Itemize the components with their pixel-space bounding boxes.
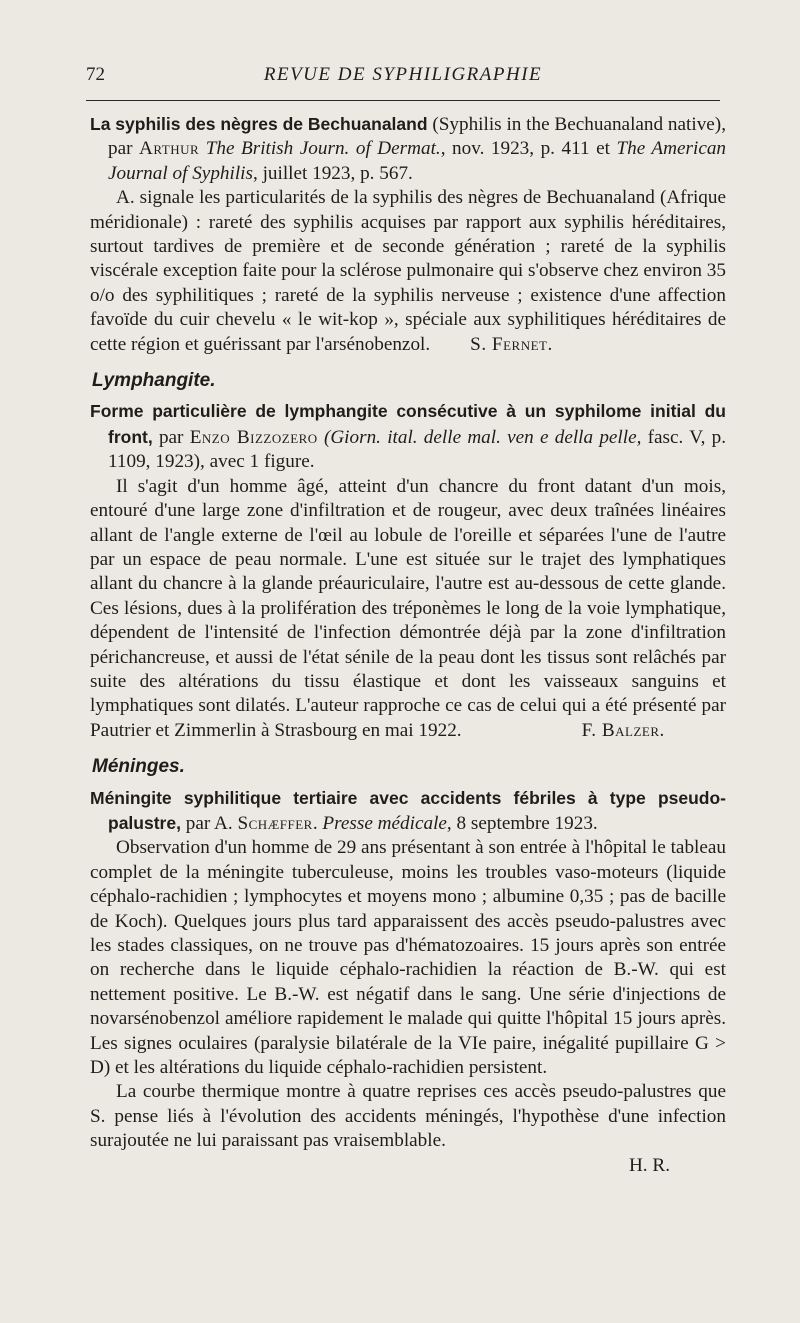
page-number: 72 — [86, 64, 105, 85]
article-2-title: Forme particulière de lymphangite consécutive à un syphilome initial du front, — [90, 401, 726, 447]
article-3-journal: Presse médicale — [322, 812, 447, 834]
article-1-title: La syphilis des nègres de Bechuanaland — [90, 114, 428, 134]
article-2-author: Enzo Bizzozero — [189, 426, 318, 448]
article-1-signature: S. Fernet. — [470, 333, 553, 355]
page-content — [90, 112, 726, 1178]
article-3-author: Schæffer — [237, 812, 313, 834]
article-3-body-1: Observation d'un homme de 29 ans présentant à son entrée à l'hôpital le tableau complet de la méningite tuberculeuse, moins les troubles vaso-moteurs (liquide céphalo-rachidien ; lymphocytes et moyens mono ; albumine 0,35 ; pas de bacille de Koch). Quelques jours plus tard apparaissent des accès pseudo-palustres avec les stades classiques, on ne trouve pas d'hématozoaires. 15 jours après son entrée on recherche dans le liquide céphalo-rachidien la réaction de B.-W. qui est nettement positive. Le B.-W. est négatif dans le sang. Une série d'injections de novarsénobenzol améliore rapidement le malade qui quitte l'hôpital 15 jours après. Les signes oculaires (paralysie bilatérale de la VIe paire, inégalité pupillaire G > D) et les altérations du liquide céphalo-rachidien persistent. — [90, 837, 726, 1079]
section-heading-meninges: Méninges. — [92, 756, 185, 778]
article-1-author: Arthur — [139, 138, 200, 160]
article-3-title: Méningite syphilitique tertiaire avec accidents fébriles à type pseudo-palustre, — [90, 787, 726, 833]
article-2-signature: F. Balzer. — [581, 719, 665, 741]
article-3-signature: H. R. — [628, 1154, 670, 1176]
article-2-body: Il s'agit d'un homme âgé, atteint d'un chancre du front datant d'un mois, entouré d'une large zone d'infiltration et de rougeur, avec deux traînées linéaires allant de l'angle externe de l'œil au lobule de l'oreille et séparées l'une de l'autre par un espace de peau normale. L'une est située sur le trajet des lymphatiques allant du chancre à la glande préauriculaire, l'autre est au-dessous de cette glande. Ces lésions, dues à la prolifération des tréponèmes le long de la voie lymphatique, dépendent de l'intensité de l'infection démontrée déjà par la zone d'infiltration périchancreuse, et aussi de l'état sénile de la peau dont les tissus sont relâchés par suite des altérations du tissu élastique et dont les vaisseaux sanguins et lymphatiques sont dilatés. L'auteur rapproche ce cas de celui qui a été présenté par Pautrier et Zimmerlin à Strasbourg en mai 1922. F. Balzer. — [90, 475, 726, 741]
running-title: REVUE DE SYPHILIGRAPHIE — [263, 64, 543, 85]
article-2-reference: Forme particulière de lymphangite consécutive à un syphilome initial du front, par Enzo Bizzozero (Giorn. ital. delle mal. ven e della pelle, fasc. V, p. 1109, 1923), avec 1 figure. — [90, 401, 727, 473]
article-1-journal-2: The American Journal of Syphilis — [108, 138, 727, 184]
article-1-reference: La syphilis des nègres de Bechuanaland (Syphilis in the Bechuanaland native), par Arthur The British Journ. of Dermat., nov. 1923, p. 411 et The American Journal of Syphilis, juillet 1923, p. 567. — [90, 114, 727, 184]
article-3-reference: Méningite syphilitique tertiaire avec accidents fébriles à type pseudo-palustre, par A. Schæffer. Presse médicale, 8 septembre 1923. — [90, 787, 726, 834]
article-2-journal: (Giorn. ital. delle mal. ven e della pelle, — [323, 426, 642, 448]
section-heading-lymphangite: Lymphangite. — [92, 370, 216, 392]
header-rule — [86, 100, 720, 101]
page-header — [86, 64, 720, 92]
article-3-body-2: La courbe thermique montre à quatre reprises ces accès pseudo-palustres que S. pense liés à l'évolution des accidents méningés, l'hypothèse d'une infection surajoutée ne lui paraissant pas vraisemblable. — [90, 1081, 726, 1152]
article-1-journal-1: The British Journ. of Dermat. — [205, 138, 441, 160]
article-1-body: A. signale les particularités de la syphilis des nègres de Bechuanaland (Afrique méridionale) : rareté des syphilis acquises par rapport aux syphilis héréditaires, surtout tardives de première et de seconde génération ; rareté de la syphilis viscérale exception faite pour la sclérose pulmonaire qui s'observe chez environ 35 o/o des syphilitiques ; rareté de la syphilis nerveuse ; existence d'une affection favoïde du cuir chevelu « le wit-kop », spéciale aux syphilitiques héréditaires de cette région et guérissant par l'arsénobenzol. S. Fernet. — [90, 187, 726, 355]
